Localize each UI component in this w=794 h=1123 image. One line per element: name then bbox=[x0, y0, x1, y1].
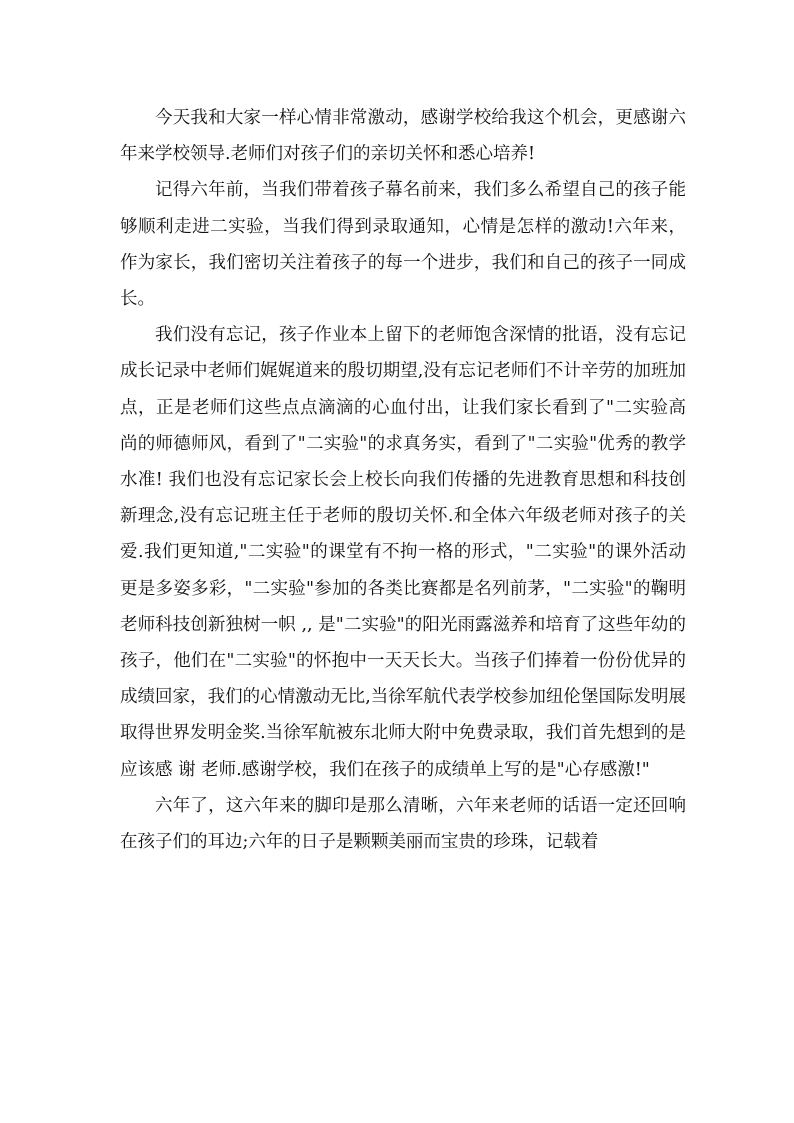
paragraph-six-years-ago: 记得六年前，当我们带着孩子幕名前来，我们多么希望自己的孩子能够顺利走进二实验，当我们得到录取通知，心情是怎样的激动!六年来，作为家长，我们密切关注着孩子的每一个进步，我们和自己的孩子一同成长。 bbox=[120, 180, 686, 310]
paragraph-gratitude-intro: 今天我和大家一样心情非常激动，感谢学校给我这个机会，更感谢六年来学校领导.老师们对孩子们的亲切关怀和悉心培养! bbox=[120, 108, 686, 165]
speech-body bbox=[120, 100, 686, 860]
paragraph-six-years-footprints: 六年了，这六年来的脚印是那么清晰，六年来老师的话语一定还回响在孩子们的耳边;六年的日子是颗颗美丽而宝贵的珍珠，记载着 bbox=[120, 795, 686, 853]
paragraph-never-forget: 我们没有忘记，孩子作业本上留下的老师饱含深情的批语，没有忘记成长记录中老师们娓娓道来的殷切期望,没有忘记老师们不计辛劳的加班加点，正是老师们这些点点滴滴的心血付出，让我们家长看到了"二实验高尚的师德师风，看到了"二实验"的求真务实，看到了"二实验"优秀的教学水准! 我们也没有忘记家长会上校长向我们传播的先进教育思想和科技创新理念,没有忘记班主任于老师的殷切关怀.和全体六年级老师对孩子的关爱.我们更知道,"二实验"的课堂有不拘一格的形式，"二实验"的课外活动更是多姿多彩，"二实验"参加的各类比赛都是名列前茅，"二实验"的鞠明老师科技创新独树一帜 ,, 是"二实验"的阳光雨露滋养和培育了这些年幼的孩子，他们在"二实验"的怀抱中一天天长大。当孩子们捧着一份份优异的成绩回家，我们的心情激动无比,当徐军航代表学校参加纽伦堡国际发明展取得世界发明金奖.当徐军航被东北师大附中免费录取，我们首先想到的是应该感 谢 老师.感谢学校，我们在孩子的成绩单上写的是"心存感激!" bbox=[120, 325, 686, 780]
